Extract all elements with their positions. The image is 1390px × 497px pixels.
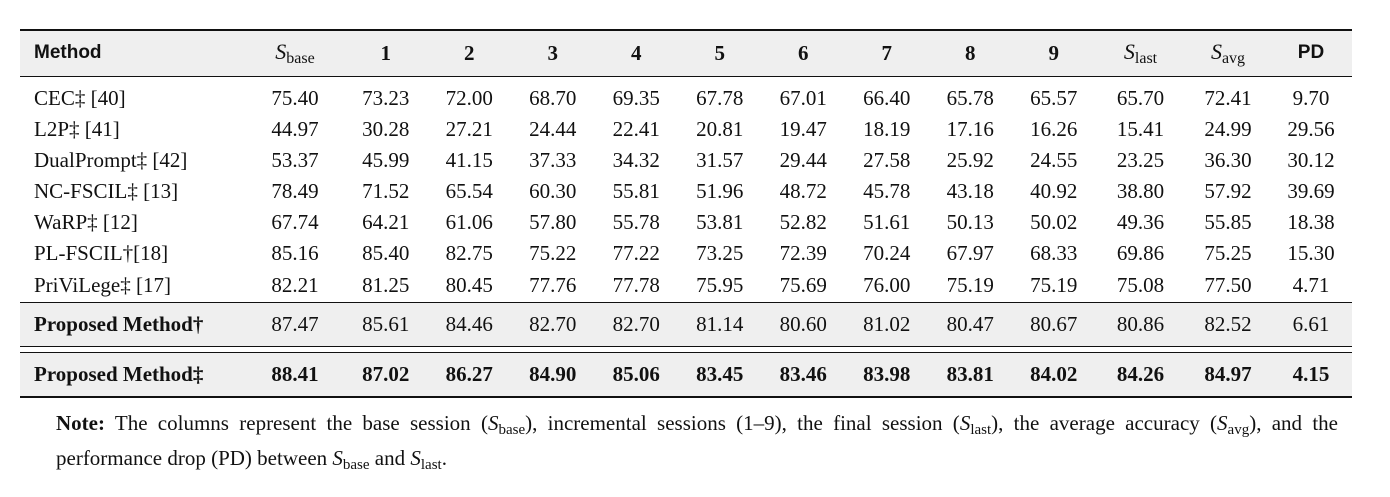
value-cell: 85.06 [595,352,679,397]
value-cell: 75.08 [1116,272,1165,297]
value-cell: 87.02 [344,352,428,397]
value-cell: 30.28 [362,116,410,141]
value-cell: 80.67 [1012,302,1096,346]
header-session-8: 8 [929,30,1013,76]
method-cell: L2P‡ [41] [34,116,120,141]
header-s-last-symbol: S [1123,38,1135,64]
value-cell: 61.06 [445,209,493,234]
header-s-base [246,30,344,76]
value-cell: 30.12 [1287,147,1335,172]
table-header [20,30,1352,76]
note-sub-5: last [420,457,442,473]
table-row [20,145,1352,176]
value-cell: 82.70 [511,302,595,346]
method-cell: WaRP‡ [12] [34,209,138,234]
value-cell: 84.90 [511,352,595,397]
value-cell: 80.47 [929,302,1013,346]
value-cell: 25.92 [946,147,994,172]
note-symbol-5: S [410,446,421,470]
value-cell: 82.21 [271,272,319,297]
results-table-container [20,29,1338,398]
value-cell: 9.70 [1292,85,1330,110]
value-cell: 84.97 [1186,352,1271,397]
value-cell: 40.92 [1030,178,1078,203]
value-cell: 57.80 [529,209,577,234]
value-cell: 31.57 [696,147,744,172]
value-cell: 83.81 [929,352,1013,397]
note-symbol-3: S [1217,411,1228,435]
results-table [20,29,1352,398]
value-cell: 81.14 [678,302,762,346]
note-text-6: . [441,446,447,470]
value-cell: 22.41 [612,116,660,141]
value-cell: 36.30 [1204,147,1252,172]
header-session-1: 1 [344,30,428,76]
value-cell: 68.70 [529,85,577,110]
value-cell: 85.16 [271,240,319,265]
header-s-avg-symbol: S [1210,38,1222,64]
value-cell: 75.95 [696,272,744,297]
table-row [20,114,1352,145]
value-cell: 49.36 [1116,209,1165,234]
value-cell: 6.61 [1271,302,1352,346]
value-cell: 72.00 [445,85,493,110]
value-cell: 50.13 [946,209,994,234]
value-cell: 37.33 [529,147,577,172]
value-cell: 16.26 [1030,116,1078,141]
value-cell: 51.61 [863,209,911,234]
value-cell: 75.25 [1204,240,1252,265]
method-cell: NC-FSCIL‡ [13] [34,178,179,203]
value-cell: 55.78 [612,209,660,234]
value-cell: 18.19 [863,116,911,141]
note-symbol-4: S [332,446,343,470]
value-cell: 82.75 [445,240,493,265]
table-row [20,269,1352,303]
value-cell: 69.35 [612,85,660,110]
value-cell: 15.30 [1287,240,1335,265]
header-s-last [1096,30,1186,76]
value-cell: 77.50 [1204,272,1252,297]
value-cell: 75.22 [529,240,577,265]
proposed-rows [20,302,1352,397]
value-cell: 82.70 [595,302,679,346]
value-cell: 27.58 [863,147,911,172]
value-cell: 82.52 [1186,302,1271,346]
header-s-last-sub: last [1134,49,1158,67]
value-cell: 80.60 [762,302,846,346]
value-cell: 55.81 [612,178,660,203]
value-cell: 87.47 [246,302,344,346]
value-cell: 76.00 [863,272,911,297]
value-cell: 44.97 [271,116,319,141]
value-cell: 83.46 [762,352,846,397]
value-cell: 85.61 [344,302,428,346]
note-label: Note: [56,411,105,435]
note-symbol-1: S [487,411,499,435]
value-cell: 84.26 [1096,352,1186,397]
value-cell: 41.15 [445,147,493,172]
header-s-base-sub: base [286,49,315,67]
table-note [56,409,1338,479]
value-cell: 80.45 [445,272,493,297]
header-session-5: 5 [678,30,762,76]
value-cell: 65.57 [1030,85,1078,110]
method-cell: CEC‡ [40] [34,85,126,110]
header-session-6: 6 [762,30,846,76]
value-cell: 72.39 [779,240,827,265]
note-text-3: ), the average accuracy ( [991,411,1218,435]
note-sub-3: avg [1227,422,1250,438]
value-cell: 24.55 [1030,147,1078,172]
value-cell: 81.02 [845,302,929,346]
value-cell: 23.25 [1116,147,1165,172]
value-cell: 45.99 [362,147,410,172]
value-cell: 81.25 [362,272,410,297]
note-text-4: ), and the performance drop (PD) between [56,411,1338,470]
value-cell: 65.54 [445,178,493,203]
value-cell: 80.86 [1096,302,1186,346]
value-cell: 67.97 [946,240,994,265]
value-cell: 78.49 [271,178,319,203]
note-text-1: The columns represent the base session ( [104,411,488,435]
value-cell: 39.69 [1287,178,1335,203]
header-row [20,30,1352,76]
value-cell: 88.41 [246,352,344,397]
header-session-3: 3 [511,30,595,76]
header-session-9: 9 [1012,30,1096,76]
method-cell: Proposed Method‡ [20,352,246,397]
value-cell: 77.78 [612,272,660,297]
value-cell: 73.23 [362,85,410,110]
note-sub-2: last [970,422,992,438]
value-cell: 43.18 [946,178,994,203]
value-cell: 77.22 [612,240,660,265]
value-cell: 38.80 [1116,178,1165,203]
value-cell: 67.74 [271,209,319,234]
value-cell: 45.78 [863,178,911,203]
value-cell: 57.92 [1204,178,1252,203]
value-cell: 53.37 [271,147,319,172]
value-cell: 67.78 [696,85,744,110]
value-cell: 75.69 [779,272,827,297]
header-pd: PD [1271,30,1352,76]
value-cell: 50.02 [1030,209,1078,234]
note-sub-1: base [498,422,526,438]
value-cell: 65.70 [1116,85,1165,110]
value-cell: 77.76 [529,272,577,297]
value-cell: 75.19 [946,272,994,297]
value-cell: 48.72 [779,178,827,203]
table-row [20,207,1352,238]
method-cell: Proposed Method† [20,302,246,346]
header-s-avg-sub: avg [1221,49,1246,67]
value-cell: 84.02 [1012,352,1096,397]
value-cell: 18.38 [1287,209,1335,234]
value-cell: 4.15 [1271,352,1352,397]
value-cell: 75.19 [1030,272,1078,297]
value-cell: 84.46 [428,302,512,346]
value-cell: 15.41 [1116,116,1165,141]
value-cell: 53.81 [696,209,744,234]
header-s-avg [1186,30,1271,76]
header-session-4: 4 [595,30,679,76]
value-cell: 20.81 [696,116,744,141]
value-cell: 83.45 [678,352,762,397]
note-text-2: ), incremental sessions (1–9), the final session ( [525,411,960,435]
proposed-row [20,352,1352,397]
value-cell: 86.27 [428,352,512,397]
header-s-base-symbol: S [275,38,287,64]
value-cell: 64.21 [362,209,410,234]
value-cell: 24.44 [529,116,577,141]
value-cell: 67.01 [779,85,827,110]
method-cell: PL-FSCIL†[18] [34,240,169,265]
table-row [20,176,1352,207]
value-cell: 69.86 [1116,240,1165,265]
value-cell: 83.98 [845,352,929,397]
value-cell: 4.71 [1292,272,1330,297]
value-cell: 65.78 [946,85,994,110]
value-cell: 68.33 [1030,240,1078,265]
value-cell: 71.52 [362,178,410,203]
table-row [20,83,1352,114]
baseline-rows [20,76,1352,302]
value-cell: 29.44 [779,147,827,172]
value-cell: 73.25 [696,240,744,265]
value-cell: 70.24 [863,240,911,265]
method-cell: PriViLege‡ [17] [34,272,171,297]
header-method: Method [20,30,246,76]
header-session-7: 7 [845,30,929,76]
table-row [20,238,1352,269]
value-cell: 75.40 [271,85,319,110]
value-cell: 72.41 [1204,85,1252,110]
value-cell: 51.96 [696,178,744,203]
value-cell: 17.16 [946,116,994,141]
value-cell: 24.99 [1204,116,1252,141]
value-cell: 66.40 [863,85,911,110]
header-session-2: 2 [428,30,512,76]
value-cell: 52.82 [779,209,827,234]
value-cell: 27.21 [445,116,493,141]
note-sub-4: base [342,457,370,473]
proposed-row [20,302,1352,346]
value-cell: 60.30 [529,178,577,203]
value-cell: 55.85 [1204,209,1252,234]
value-cell: 19.47 [779,116,827,141]
note-text-5: and [369,446,411,470]
value-cell: 34.32 [612,147,660,172]
method-cell: DualPrompt‡ [42] [34,147,188,172]
note-symbol-2: S [959,411,971,435]
value-cell: 29.56 [1287,116,1335,141]
value-cell: 85.40 [362,240,410,265]
